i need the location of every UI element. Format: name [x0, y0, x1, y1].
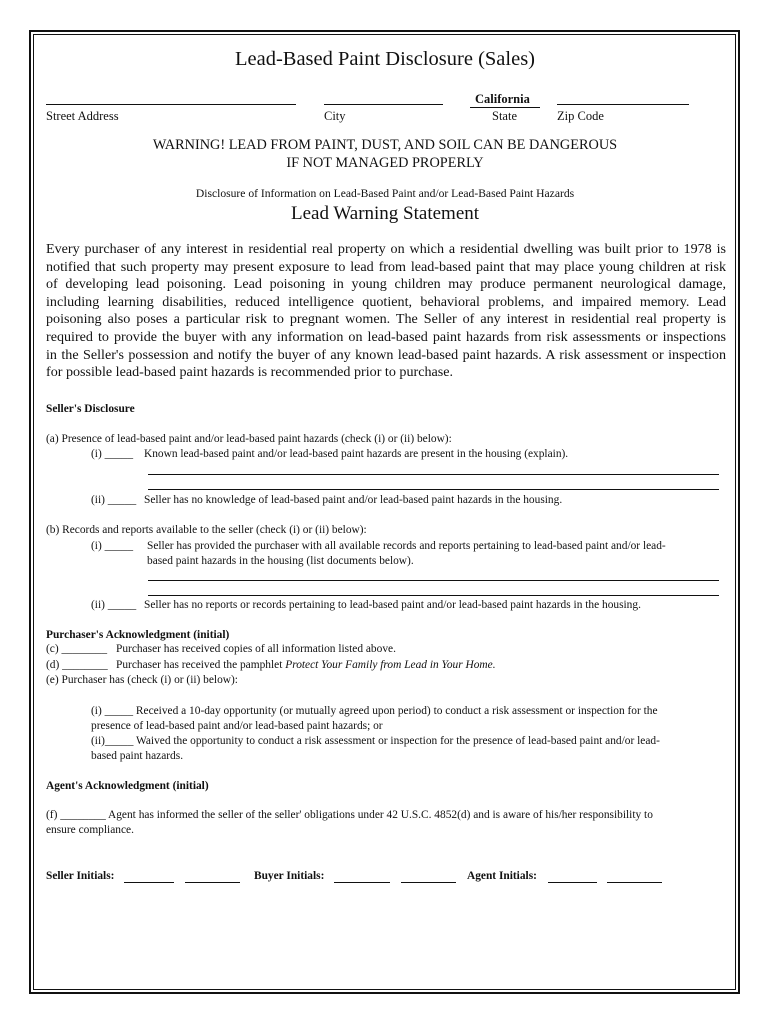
street-address-field[interactable] — [46, 104, 296, 105]
lead-warning-statement — [46, 241, 726, 382]
warning-line-1: WARNING! LEAD FROM PAINT, DUST, AND SOIL CAN BE DANGEROUS — [152, 137, 618, 153]
zip-code-field[interactable] — [557, 104, 689, 105]
seller-b-intro: (b) Records and reports available to the seller (check (i) or (ii) below): — [46, 524, 367, 536]
purchaser-d-text — [116, 659, 496, 671]
agent-initials-label: Agent Initials: — [467, 870, 537, 882]
statement-line: for possible lead-based paint hazards is recommended prior to purchase. — [46, 364, 454, 381]
seller-b-ii-text: Seller has no reports or records pertaining to lead-based paint and/or lead-based paint hazards in the housing. — [144, 599, 641, 611]
seller-b-i-checkbox[interactable]: (i) _____ — [91, 540, 134, 552]
pamphlet-title: Protect Your Family from Lead in Your Home. — [285, 659, 496, 671]
lead-warning-statement-heading: Lead Warning Statement — [290, 203, 480, 224]
disclosure-heading: Disclosure of Information on Lead-Based Paint and/or Lead-Based Paint Hazards — [195, 187, 575, 200]
state-value: California — [475, 92, 530, 106]
statement-line: in the Seller's possession and notify the buyer of any known lead-based paint hazards. A risk assessment or inspection — [46, 346, 726, 363]
seller-b-ii-checkbox[interactable]: (ii) _____ — [91, 599, 137, 611]
statement-line: including learning disabilities, reduced intelligence quotient, behavioral problems, and impaired memory. Lead — [46, 293, 726, 310]
purchaser-c-initial[interactable]: (c) ________ — [46, 643, 108, 655]
purchasers-acknowledgment-heading: Purchaser's Acknowledgment (initial) — [46, 629, 230, 641]
street-address-label: Street Address — [46, 109, 119, 123]
seller-a-explain-line-1[interactable] — [148, 474, 719, 475]
state-field[interactable] — [470, 107, 540, 108]
seller-a-ii-checkbox[interactable]: (ii) _____ — [91, 494, 137, 506]
seller-initials-field-2[interactable] — [185, 882, 240, 883]
seller-b-documents-line-1[interactable] — [148, 580, 719, 581]
purchaser-c-text: Purchaser has received copies of all information listed above. — [116, 643, 396, 655]
purchaser-d-text-plain: Purchaser has received the pamphlet — [116, 659, 283, 671]
seller-initials-label: Seller Initials: — [46, 870, 115, 882]
city-label: City — [324, 109, 346, 123]
zip-code-label: Zip Code — [557, 109, 604, 123]
seller-a-i-checkbox[interactable]: (i) _____ — [91, 448, 134, 460]
buyer-initials-field-2[interactable] — [401, 882, 456, 883]
city-field[interactable] — [324, 104, 443, 105]
agents-acknowledgment-heading: Agent's Acknowledgment (initial) — [46, 780, 209, 792]
purchaser-d-initial[interactable]: (d) ________ — [46, 659, 108, 671]
seller-b-documents-line-2[interactable] — [148, 595, 719, 596]
buyer-initials-label: Buyer Initials: — [254, 870, 325, 882]
statement-line: of developing lead poisoning. Lead poisoning in young children may produce permanent neurological damage, — [46, 276, 726, 293]
seller-a-i-text: Known lead-based paint and/or lead-based paint hazards are present in the housing (explain). — [144, 448, 569, 460]
purchaser-e-ii-line-2: based paint hazards. — [91, 750, 184, 762]
seller-a-explain-line-2[interactable] — [148, 489, 719, 490]
seller-b-i-text-line-2: based paint hazards in the housing (list documents below). — [147, 555, 414, 567]
buyer-initials-field-1[interactable] — [334, 882, 390, 883]
state-label: State — [492, 109, 517, 123]
agent-initials-field-2[interactable] — [607, 882, 662, 883]
statement-line: required to provide the buyer with any information on lead-based paint hazards from risk assessments or inspections — [46, 328, 726, 345]
statement-line: notified that such property may present exposure to lead from lead-based paint that may place young children at risk — [46, 258, 726, 275]
sellers-disclosure-heading: Seller's Disclosure — [46, 403, 135, 415]
seller-b-i-text-line-1: Seller has provided the purchaser with all available records and reports pertaining to lead-based paint and/or lead- — [147, 540, 666, 552]
seller-a-intro: (a) Presence of lead-based paint and/or lead-based paint hazards (check (i) or (ii) below): — [46, 433, 452, 445]
purchaser-e-i-line-1[interactable]: (i) _____ Received a 10-day opportunity (or mutually agreed upon period) to conduct a risk assessment or inspection for the — [91, 705, 658, 717]
purchaser-e-ii-line-1[interactable]: (ii)_____ Waived the opportunity to conduct a risk assessment or inspection for the presence of lead-based paint and/or lead- — [91, 735, 660, 747]
agent-f-line-2: ensure compliance. — [46, 824, 134, 836]
warning-line-2: IF NOT MANAGED PROPERLY — [286, 155, 484, 171]
agent-initials-field-1[interactable] — [548, 882, 597, 883]
page-border-inner — [33, 34, 736, 990]
statement-line: Every purchaser of any interest in residential real property on which a residential dwelling was built prior to 1978 is — [46, 241, 726, 257]
seller-initials-field-1[interactable] — [124, 882, 174, 883]
seller-a-ii-text: Seller has no knowledge of lead-based paint and/or lead-based paint hazards in the housing. — [144, 494, 563, 506]
statement-line: poisoning also poses a particular risk to pregnant women. The Seller of any interest in residential real property is — [46, 311, 726, 328]
agent-f-line-1[interactable]: (f) ________ Agent has informed the seller of the seller' obligations under 42 U.S.C. 4852(d) and is aware of his/her responsibility to — [46, 809, 653, 821]
purchaser-e-intro: (e) Purchaser has (check (i) or (ii) below): — [46, 674, 238, 686]
document-title: Lead-Based Paint Disclosure (Sales) — [234, 48, 535, 70]
purchaser-e-i-line-2: presence of lead-based paint and/or lead-based paint hazards; or — [91, 720, 383, 732]
